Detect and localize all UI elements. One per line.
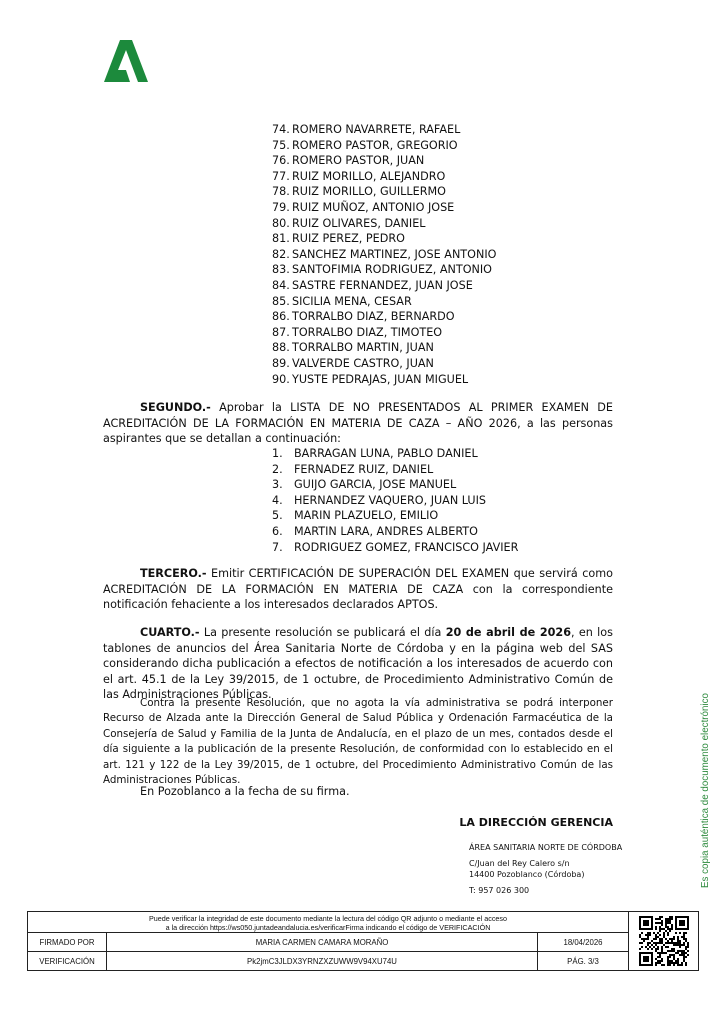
place-date-line: En Pozoblanco a la fecha de su firma. [140, 785, 350, 798]
list-item-name: MARIN PLAZUELO, EMILIO [294, 509, 439, 523]
list-item [272, 169, 496, 185]
verification-footer [27, 911, 699, 971]
list-item-name: SANCHEZ MARTINEZ, JOSE ANTONIO [292, 247, 497, 261]
list-item-number: 4. [272, 493, 283, 507]
list-item [272, 356, 496, 372]
list-item [272, 493, 518, 509]
list-item-number: 83. [272, 263, 290, 277]
list-item-name: SICILIA MENA, CESAR [292, 294, 412, 308]
list-item-name: ROMERO PASTOR, GREGORIO [292, 138, 458, 152]
cuarto-paragraph: CUARTO.- La presente resolución se publicará el día 20 de abril de 2026, en los tablones de anuncios del Área Sanitaria Norte de Córdoba y en la página web del SAS considerando dicha publicación a efectos de notificación a los interesados de acuerdo con el art. 45.1 de la Ley 39/2015, de 1 octubre, de Procedimiento Administrativo Común de las Administraciones Públicas. [103, 626, 613, 702]
list-item [272, 508, 518, 524]
list-item-number: 2. [272, 462, 283, 476]
list-item [272, 540, 518, 556]
verification-instructions: Puede verificar la integridad de este documento mediante la lectura del código QR adjunto o mediante el acceso a la dirección https://ws050.juntadeandalucia.es/verificarFirma indicando el código de VERIFICACIÓN [149, 914, 507, 932]
list-item-number: 77. [272, 169, 290, 183]
list-item [272, 477, 518, 493]
list-item-number: 85. [272, 294, 290, 308]
list-item-name: HERNANDEZ VAQUERO, JUAN LUIS [294, 493, 487, 507]
signature-title: LA DIRECCIÓN GERENCIA [459, 816, 613, 829]
list-item-name: RODRIGUEZ GOMEZ, FRANCISCO JAVIER [294, 540, 519, 554]
list-item-number: 1. [272, 447, 283, 460]
list-item-name: RUIZ MORILLO, GUILLERMO [292, 185, 446, 199]
list-item [272, 278, 496, 294]
list-item-name: BARRAGAN LUNA, PABLO DANIEL [294, 447, 478, 460]
list-item [272, 216, 496, 232]
list-item-number: 76. [272, 154, 290, 168]
list-item [272, 184, 496, 200]
segundo-paragraph: SEGUNDO.- Aprobar la LISTA DE NO PRESENTADOS AL PRIMER EXAMEN DE ACREDITACIÓN DE LA FORMACIÓN EN MATERIA DE CAZA – AÑO 2026, a las personas aspirantes que se detallan a continuación: [103, 401, 613, 446]
list-item-number: 3. [272, 478, 283, 492]
list-item [272, 262, 496, 278]
verification-row: VERIFICACIÓN Pk2jmC3JLDX3YRNZXZUWW9V94XU74U PÁG. 3/3 [28, 951, 628, 971]
list-item [272, 231, 496, 247]
list-item [272, 294, 496, 310]
list-item-number: 88. [272, 341, 290, 355]
list-item-name: FERNADEZ RUIZ, DANIEL [294, 462, 434, 476]
list-item [272, 200, 496, 216]
address-block: ÁREA SANITARIA NORTE DE CÓRDOBA C/Juan del Rey Calero s/n 14400 Pozoblanco (Córdoba) T: 957 026 300 [469, 843, 623, 895]
list-item-name: RUIZ MORILLO, ALEJANDRO [292, 169, 446, 183]
list-item [272, 372, 496, 388]
list-item-name: VALVERDE CASTRO, JUAN [292, 356, 434, 370]
list-item-number: 78. [272, 185, 290, 199]
qr-code-icon[interactable] [639, 916, 689, 966]
list-item-number: 81. [272, 232, 290, 246]
list-item-number: 87. [272, 325, 290, 339]
list-item-number: 5. [272, 509, 283, 523]
junta-andalucia-logo [104, 40, 148, 82]
list-item-name: MARTIN LARA, ANDRES ALBERTO [294, 524, 478, 538]
list-item-name: TORRALBO MARTIN, JUAN [292, 341, 434, 355]
list-item-number: 74. [272, 123, 290, 136]
list-item-name: YUSTE PEDRAJAS, JUAN MIGUEL [292, 372, 469, 386]
list-item-name: TORRALBO DIAZ, BERNARDO [292, 310, 455, 324]
authentic-copy-note: Es copia auténtica de documento electrónico [700, 693, 711, 888]
list-item [272, 153, 496, 169]
signed-row: FIRMADO POR MARIA CARMEN CAMARA MORAÑO 18/04/2026 [28, 932, 628, 952]
list-item-number: 89. [272, 356, 290, 370]
list-item [272, 309, 496, 325]
list-item-name: ROMERO PASTOR, JUAN [292, 154, 425, 168]
list-item [272, 446, 518, 462]
list-item [272, 524, 518, 540]
list-item-name: RUIZ OLIVARES, DANIEL [292, 216, 426, 230]
approved-list-continued [272, 122, 496, 387]
list-item-name: RUIZ PEREZ, PEDRO [292, 232, 405, 246]
list-item-name: SASTRE FERNANDEZ, JUAN JOSE [292, 278, 473, 292]
list-item-number: 86. [272, 310, 290, 324]
list-item-number: 82. [272, 247, 290, 261]
list-item-name: GUIJO GARCIA, JOSE MANUEL [294, 478, 457, 492]
tercero-paragraph: TERCERO.- Emitir CERTIFICACIÓN DE SUPERACIÓN DEL EXAMEN que servirá como ACREDITACIÓN DE LA FORMACIÓN EN MATERIA DE CAZA con la correspondiente notificación fehaciente a los interesados declarados APTOS. [103, 567, 613, 612]
list-item [272, 247, 496, 263]
list-item-number: 75. [272, 138, 290, 152]
list-item-name: SANTOFIMIA RODRIGUEZ, ANTONIO [292, 263, 492, 277]
list-item [272, 138, 496, 154]
list-item-name: TORRALBO DIAZ, TIMOTEO [292, 325, 443, 339]
list-item [272, 122, 496, 138]
list-item-number: 90. [272, 372, 290, 386]
list-item-number: 79. [272, 200, 290, 214]
list-item [272, 325, 496, 341]
list-item-number: 80. [272, 216, 290, 230]
list-item [272, 462, 518, 478]
not-presented-list [272, 446, 518, 555]
list-item-number: 7. [272, 540, 283, 554]
list-item-number: 84. [272, 278, 290, 292]
appeal-paragraph: Contra la presente Resolución, que no agota la vía administrativa se podrá interponer Recurso de Alzada ante la Dirección General de Salud Pública y Ordenación Farmacéutica de la Consejería de Salud y Familia de la Junta de Andalucía, en el plazo de un mes, contados desde el día siguiente a la publicación de la presente Resolución, de conformidad con lo establecido en el art. 121 y 122 de la Ley 39/2015, de 1 octubre, del Procedimiento Administrativo Común de las Administraciones Públicas. [103, 697, 613, 787]
list-item-number: 6. [272, 524, 283, 538]
list-item-name: RUIZ MUÑOZ, ANTONIO JOSE [292, 200, 455, 214]
list-item [272, 340, 496, 356]
list-item-name: ROMERO NAVARRETE, RAFAEL [292, 123, 461, 136]
